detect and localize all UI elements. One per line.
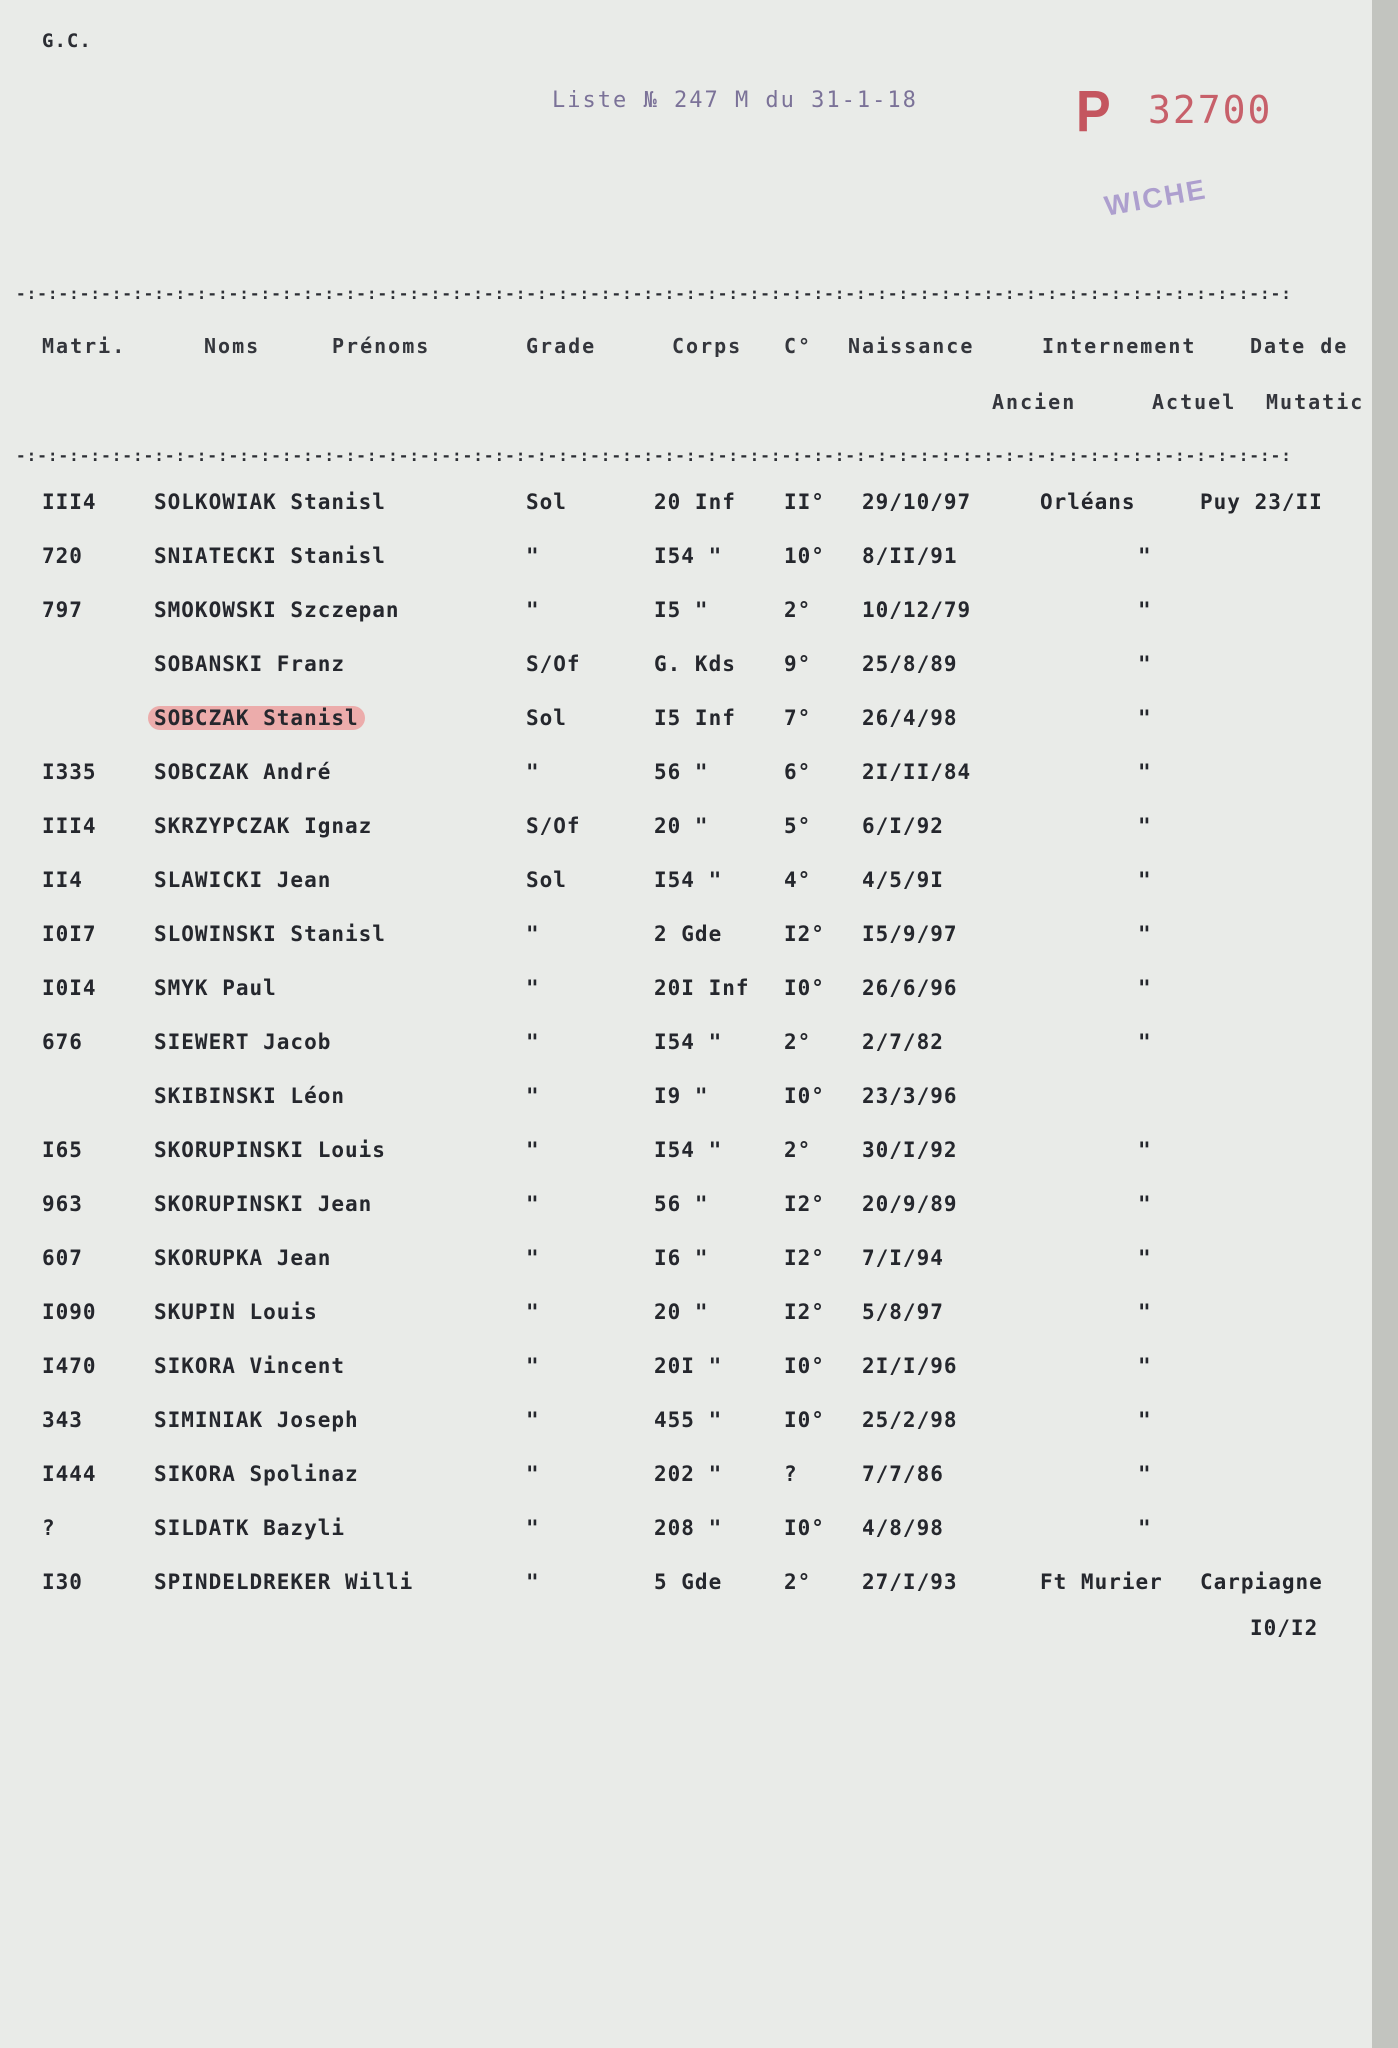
corps-cell: 455 "	[654, 1408, 723, 1432]
table-row	[0, 1354, 1372, 1394]
grade-cell: "	[526, 922, 540, 946]
matricule-cell: 676	[42, 1030, 83, 1054]
table-row	[0, 1138, 1372, 1178]
current-internment-cell: Puy 23/II	[1200, 490, 1323, 514]
col-corps: Corps	[672, 334, 743, 358]
matricule-cell: 963	[42, 1192, 83, 1216]
corps-cell: 5 Gde	[654, 1570, 723, 1594]
col-noms: Noms	[204, 334, 261, 358]
corps-cell: 202 "	[654, 1462, 723, 1486]
matricule-cell: III4	[42, 814, 97, 838]
col-grade: Grade	[526, 334, 597, 358]
table-row	[0, 544, 1372, 584]
company-cell: 6°	[784, 760, 812, 784]
matricule-cell: 720	[42, 544, 83, 568]
corps-cell: G. Kds	[654, 652, 736, 676]
corps-cell: I9 "	[654, 1084, 709, 1108]
grade-cell: "	[526, 1084, 540, 1108]
birthdate-cell: 7/7/86	[862, 1462, 944, 1486]
table-row	[0, 598, 1372, 638]
current-internment-cell: Carpiagne	[1200, 1570, 1323, 1594]
corps-cell: 208 "	[654, 1516, 723, 1540]
name-cell: SKUPIN Louis	[154, 1300, 318, 1324]
grade-cell: "	[526, 1570, 540, 1594]
grade-cell: "	[526, 1030, 540, 1054]
current-internment-cell: "	[1138, 544, 1152, 568]
corps-cell: I5 Inf	[654, 706, 736, 730]
grade-cell: "	[526, 1138, 540, 1162]
table-row	[0, 1462, 1372, 1502]
corps-cell: I54 "	[654, 868, 723, 892]
name-cell: SKORUPINSKI Jean	[154, 1192, 373, 1216]
corps-cell: I54 "	[654, 544, 723, 568]
grade-cell: "	[526, 1300, 540, 1324]
name-cell: SOBCZAK Stanisl	[148, 706, 365, 730]
birthdate-cell: 25/2/98	[862, 1408, 958, 1432]
birthdate-cell: 4/8/98	[862, 1516, 944, 1540]
corps-cell: I5 "	[654, 598, 709, 622]
birthdate-cell: 7/I/94	[862, 1246, 944, 1270]
col-mutation: Mutatic	[1266, 390, 1365, 414]
table-row	[0, 1192, 1372, 1232]
table-row	[0, 1300, 1372, 1340]
name-cell: SIKORA Spolinaz	[154, 1462, 359, 1486]
current-internment-cell: "	[1138, 598, 1152, 622]
company-cell: I0°	[784, 1354, 825, 1378]
birthdate-cell: 5/8/97	[862, 1300, 944, 1324]
birthdate-cell: 30/I/92	[862, 1138, 958, 1162]
matricule-cell: I444	[42, 1462, 97, 1486]
grade-cell: S/Of	[526, 814, 581, 838]
name-cell: SPINDELDREKER Willi	[154, 1570, 414, 1594]
company-cell: I0°	[784, 1408, 825, 1432]
table-row	[0, 1084, 1372, 1124]
birthdate-cell: 26/4/98	[862, 706, 958, 730]
grade-cell: "	[526, 1462, 540, 1486]
table-row	[0, 1570, 1372, 1610]
grade-cell: "	[526, 1246, 540, 1270]
grade-cell: "	[526, 598, 540, 622]
name-cell: SKIBINSKI Léon	[154, 1084, 346, 1108]
grade-cell: Sol	[526, 706, 567, 730]
current-internment-cell: "	[1138, 1516, 1152, 1540]
current-internment-cell: "	[1138, 1030, 1152, 1054]
grade-cell: "	[526, 1192, 540, 1216]
birthdate-cell: 2I/II/84	[862, 760, 972, 784]
company-cell: 7°	[784, 706, 812, 730]
name-cell: SMOKOWSKI Szczepan	[154, 598, 400, 622]
company-cell: 2°	[784, 1570, 812, 1594]
company-cell: ?	[784, 1462, 798, 1486]
grade-cell: Sol	[526, 490, 567, 514]
matricule-cell: III4	[42, 490, 97, 514]
name-cell: SIMINIAK Joseph	[154, 1408, 359, 1432]
col-ancien: Ancien	[992, 390, 1077, 414]
current-internment-cell: "	[1138, 1246, 1152, 1270]
matricule-cell: I335	[42, 760, 97, 784]
company-cell: I2°	[784, 1192, 825, 1216]
matricule-cell: I090	[42, 1300, 97, 1324]
name-cell: SNIATECKI Stanisl	[154, 544, 386, 568]
current-internment-cell: "	[1138, 760, 1152, 784]
company-cell: 4°	[784, 868, 812, 892]
current-internment-cell: "	[1138, 706, 1152, 730]
current-internment-cell: "	[1138, 976, 1152, 1000]
dashed-rule-bottom: -:-:-:-:-:-:-:-:-:-:-:-:-:-:-:-:-:-:-:-:-:-:-:-:-:-:-:-:-:-:-:-:-:-:-:-:-:-:-:-:-:-:-:-:-:-:-:-:-:-:-:-:-:-:-:-:-:-:-:-:	[16, 446, 1292, 465]
corps-cell: 56 "	[654, 1192, 709, 1216]
corps-cell: I54 "	[654, 1138, 723, 1162]
grade-cell: S/Of	[526, 652, 581, 676]
corps-cell: 20I "	[654, 1354, 723, 1378]
matricule-cell: I470	[42, 1354, 97, 1378]
table-row	[0, 490, 1372, 530]
current-internment-cell: "	[1138, 922, 1152, 946]
matricule-cell: 343	[42, 1408, 83, 1432]
name-cell: SKORUPINSKI Louis	[154, 1138, 386, 1162]
name-cell: SLOWINSKI Stanisl	[154, 922, 386, 946]
company-cell: I2°	[784, 1300, 825, 1324]
company-cell: I0°	[784, 1084, 825, 1108]
grade-cell: "	[526, 1408, 540, 1432]
list-number: Liste № 247 M du 31-1-18	[552, 88, 918, 113]
table-row	[0, 706, 1372, 746]
company-cell: I0°	[784, 1516, 825, 1540]
page-edge	[1372, 0, 1398, 2048]
name-cell: SOLKOWIAK Stanisl	[154, 490, 386, 514]
company-cell: 5°	[784, 814, 812, 838]
company-cell: I2°	[784, 1246, 825, 1270]
table-row	[0, 868, 1372, 908]
corps-cell: 2 Gde	[654, 922, 723, 946]
grade-cell: "	[526, 976, 540, 1000]
birthdate-cell: 29/10/97	[862, 490, 972, 514]
grade-cell: "	[526, 544, 540, 568]
birthdate-cell: 2/7/82	[862, 1030, 944, 1054]
current-internment-cell: "	[1138, 1462, 1152, 1486]
name-cell: SMYK Paul	[154, 976, 277, 1000]
stamp-number: 32700	[1148, 88, 1273, 132]
table-row	[0, 976, 1372, 1016]
birthdate-cell: 2I/I/96	[862, 1354, 958, 1378]
birthdate-cell: 8/II/91	[862, 544, 958, 568]
col-prenoms: Prénoms	[332, 334, 431, 358]
birthdate-cell: I5/9/97	[862, 922, 958, 946]
matricule-cell: I0I7	[42, 922, 97, 946]
corps-cell: 20 "	[654, 814, 709, 838]
table-row	[0, 760, 1372, 800]
table-row	[0, 814, 1372, 854]
gc-mark: G.C.	[42, 30, 92, 52]
company-cell: 2°	[784, 1138, 812, 1162]
former-internment-cell: Ft Murier	[1040, 1570, 1163, 1594]
corps-cell: I6 "	[654, 1246, 709, 1270]
matricule-cell: 797	[42, 598, 83, 622]
corps-cell: 20 "	[654, 1300, 709, 1324]
company-cell: 10°	[784, 544, 825, 568]
dashed-rule-top: -:-:-:-:-:-:-:-:-:-:-:-:-:-:-:-:-:-:-:-:-:-:-:-:-:-:-:-:-:-:-:-:-:-:-:-:-:-:-:-:-:-:-:-:-:-:-:-:-:-:-:-:-:-:-:-:-:-:-:-:	[16, 284, 1292, 303]
stamp-letter: P	[1075, 79, 1111, 144]
current-internment-cell: "	[1138, 1354, 1152, 1378]
birthdate-cell: 6/I/92	[862, 814, 944, 838]
birthdate-cell: 25/8/89	[862, 652, 958, 676]
col-matri: Matri.	[42, 334, 127, 358]
mutation-date-extra: I0/I2	[1250, 1616, 1319, 1640]
name-cell: SIKORA Vincent	[154, 1354, 346, 1378]
current-internment-cell: "	[1138, 1138, 1152, 1162]
name-cell: SILDATK Bazyli	[154, 1516, 346, 1540]
matricule-cell: II4	[42, 868, 83, 892]
matricule-cell: I0I4	[42, 976, 97, 1000]
name-cell: SKRZYPCZAK Ignaz	[154, 814, 373, 838]
table-row	[0, 922, 1372, 962]
matricule-cell: I30	[42, 1570, 83, 1594]
company-cell: II°	[784, 490, 825, 514]
matricule-cell: ?	[42, 1516, 56, 1540]
current-internment-cell: "	[1138, 1300, 1152, 1324]
birthdate-cell: 27/I/93	[862, 1570, 958, 1594]
name-stamp: WICHE	[1102, 173, 1210, 222]
company-cell: 9°	[784, 652, 812, 676]
current-internment-cell: "	[1138, 814, 1152, 838]
name-cell: SIEWERT Jacob	[154, 1030, 332, 1054]
col-actuel: Actuel	[1152, 390, 1237, 414]
name-cell: SLAWICKI Jean	[154, 868, 332, 892]
birthdate-cell: 20/9/89	[862, 1192, 958, 1216]
birthdate-cell: 10/12/79	[862, 598, 972, 622]
company-cell: 2°	[784, 1030, 812, 1054]
table-row	[0, 1030, 1372, 1070]
current-internment-cell: "	[1138, 1408, 1152, 1432]
corps-cell: 20 Inf	[654, 490, 736, 514]
company-cell: 2°	[784, 598, 812, 622]
birthdate-cell: 4/5/9I	[862, 868, 944, 892]
table-row	[0, 652, 1372, 692]
table-row	[0, 1408, 1372, 1448]
grade-cell: "	[526, 1354, 540, 1378]
name-cell: SKORUPKA Jean	[154, 1246, 332, 1270]
col-co: C°	[784, 334, 813, 358]
company-cell: I0°	[784, 976, 825, 1000]
corps-cell: I54 "	[654, 1030, 723, 1054]
col-naissance: Naissance	[848, 334, 975, 358]
grade-cell: "	[526, 1516, 540, 1540]
matricule-cell: I65	[42, 1138, 83, 1162]
name-cell: SOBANSKI Franz	[154, 652, 346, 676]
current-internment-cell: "	[1138, 868, 1152, 892]
table-row	[0, 1246, 1372, 1286]
col-internement: Internement	[1042, 334, 1197, 358]
corps-cell: 20I Inf	[654, 976, 750, 1000]
col-date-de: Date de	[1250, 334, 1349, 358]
grade-cell: Sol	[526, 868, 567, 892]
birthdate-cell: 26/6/96	[862, 976, 958, 1000]
current-internment-cell: "	[1138, 652, 1152, 676]
grade-cell: "	[526, 760, 540, 784]
name-cell: SOBCZAK André	[154, 760, 332, 784]
former-internment-cell: Orléans	[1040, 490, 1136, 514]
birthdate-cell: 23/3/96	[862, 1084, 958, 1108]
matricule-cell: 607	[42, 1246, 83, 1270]
current-internment-cell: "	[1138, 1192, 1152, 1216]
company-cell: I2°	[784, 922, 825, 946]
table-row	[0, 1516, 1372, 1556]
corps-cell: 56 "	[654, 760, 709, 784]
